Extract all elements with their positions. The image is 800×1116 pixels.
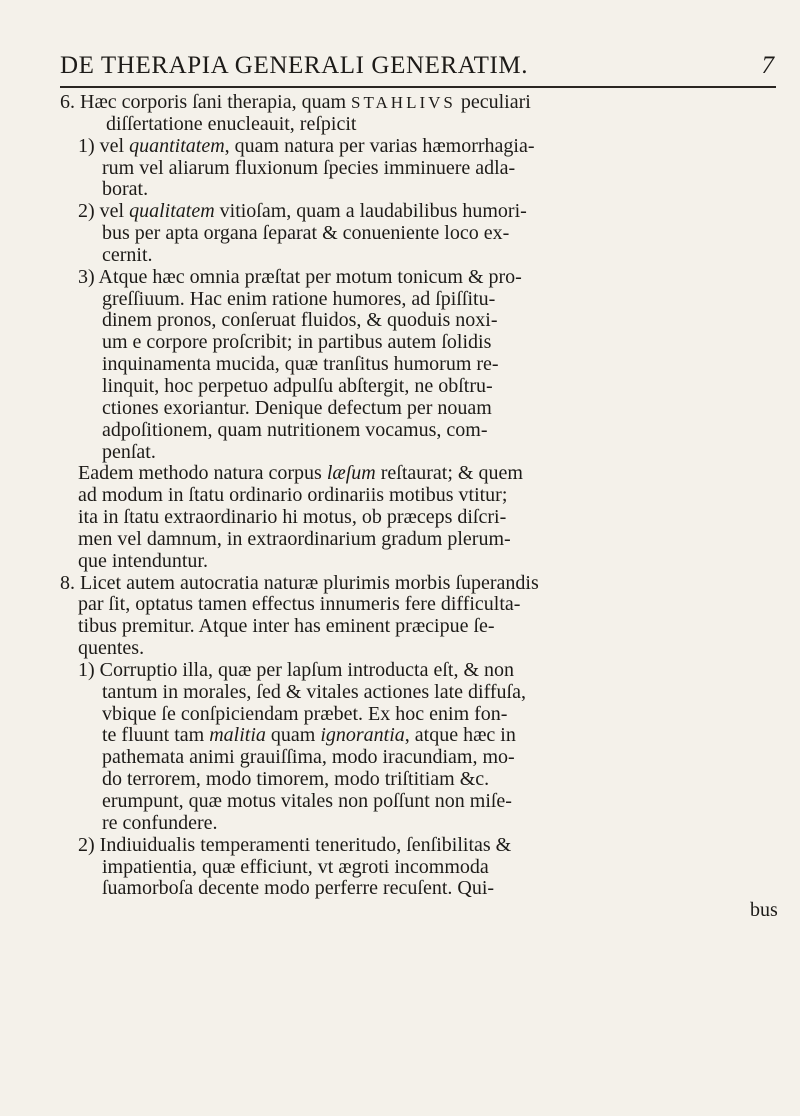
text-segment: bus	[750, 899, 778, 922]
text-line	[58, 420, 780, 442]
text-segment: inquinamenta mucida, quæ tranſitus humorum re-	[102, 353, 499, 376]
text-segment: 6. Hæc corporis ſani therapia, quam	[60, 91, 352, 113]
text-line	[58, 594, 780, 616]
text-line	[58, 769, 780, 791]
italic-term: qualitatem	[129, 200, 215, 223]
text-segment: vitioſam, quam a laudabilibus humori-	[214, 200, 527, 223]
text-segment: ſuamorboſa decente modo perferre recuſent. Qui-	[102, 877, 495, 900]
text-line	[58, 747, 780, 769]
text-segment: linquit, hoc perpetuo adpulſu abſtergit, ne obſtru-	[102, 374, 493, 397]
text-segment: impatientia, quæ efficiunt, vt ægroti incommoda	[102, 855, 489, 878]
text-segment: borat.	[102, 178, 149, 201]
header-rule	[60, 86, 776, 88]
text-segment: quentes.	[78, 637, 145, 660]
text-segment: , quam natura per varias hæmorrhagia-	[224, 134, 535, 157]
text-line	[58, 813, 780, 835]
text-line	[58, 398, 780, 420]
text-line	[58, 310, 780, 332]
text-segment: reſtaurat; & quem	[375, 462, 523, 485]
text-segment: tantum in morales, ſed & vitales actiones late diffuſa,	[102, 680, 526, 703]
text-segment: ad modum in ſtatu ordinario ordinariis motibus vtitur;	[78, 484, 508, 507]
text-line	[58, 725, 780, 747]
italic-term: malitia	[209, 724, 266, 747]
text-segment: que intenduntur.	[78, 549, 208, 572]
text-segment: , atque hæc in	[404, 724, 516, 747]
text-line	[58, 158, 780, 180]
text-line	[58, 529, 780, 551]
text-segment: rum vel aliarum fluxionum ſpecies imminuere adla-	[102, 156, 516, 179]
text-segment: peculiari	[455, 91, 531, 113]
text-segment: adpoſitionem, quam nutritionem vocamus, com-	[102, 418, 488, 441]
italic-term: quantitatem	[129, 134, 225, 157]
text-segment: Eadem methodo natura corpus	[78, 462, 327, 485]
text-line	[58, 551, 780, 573]
text-line	[58, 442, 780, 464]
text-line	[58, 114, 780, 136]
text-line	[58, 638, 780, 660]
text-line	[58, 507, 780, 529]
running-header	[60, 52, 776, 82]
text-line	[58, 354, 780, 376]
text-segment: erumpunt, quæ motus vitales non poſſunt non miſe-	[102, 790, 512, 812]
text-segment: tibus premitur. Atque inter has eminent præcipue ſe-	[78, 615, 495, 638]
text-segment: 2) Indiuidualis temperamenti teneritudo, ſenſibilitas &	[78, 833, 512, 856]
text-line	[58, 289, 780, 311]
text-line	[58, 878, 780, 900]
text-line	[58, 92, 780, 114]
text-line	[58, 376, 780, 398]
text-line	[58, 223, 780, 245]
text-segment: do terrorem, modo timorem, modo triſtitiam &c.	[102, 768, 490, 791]
text-line	[58, 857, 780, 879]
text-segment: um e corpore proſcribit; in partibus autem ſolidis	[102, 331, 492, 354]
italic-term: læſum	[326, 462, 376, 485]
text-segment: diſſertatione enucleauit, reſpicit	[106, 112, 357, 135]
text-line	[58, 245, 780, 267]
text-segment: 1) vel	[78, 134, 130, 157]
text-line	[58, 332, 780, 354]
text-segment: 1) Corruptio illa, quæ per lapſum introducta eſt, & non	[78, 658, 515, 681]
text-line	[58, 136, 780, 158]
text-segment: greſſiuum. Hac enim ratione humores, ad ſpiſſitu-	[102, 287, 496, 310]
body-text	[58, 92, 780, 922]
text-segment: 3) Atque hæc omnia præſtat per motum tonicum & pro-	[78, 265, 522, 288]
header-title: DE THERAPIA GENERALI GENERATIM.	[60, 52, 529, 79]
text-line	[58, 900, 780, 922]
text-segment: ctiones exoriantur. Denique defectum per nouam	[102, 396, 492, 419]
text-segment: penſat.	[102, 440, 156, 463]
text-line	[58, 704, 780, 726]
italic-term: ignorantia	[320, 724, 405, 747]
page-number: 7	[761, 52, 774, 79]
author-name: STAHLIVS	[351, 93, 456, 112]
text-segment: 2) vel	[78, 200, 130, 223]
text-segment: vbique ſe conſpiciendam præbet. Ex hoc enim fon-	[102, 702, 508, 725]
text-segment: dinem pronos, conſeruat fluidos, & quoduis noxi-	[102, 309, 498, 332]
text-line	[58, 835, 780, 857]
text-segment: men vel damnum, in extraordinarium gradum plerum-	[78, 527, 511, 550]
text-line	[58, 485, 780, 507]
text-segment: ita in ſtatu extraordinario hi motus, ob præceps diſcri-	[78, 506, 507, 529]
text-line	[58, 179, 780, 201]
text-line	[58, 660, 780, 682]
text-segment: bus per apta organa ſeparat & conueniente loco ex-	[102, 222, 510, 245]
text-line	[58, 267, 780, 289]
text-segment: te fluunt tam	[102, 724, 210, 747]
text-segment: cernit.	[102, 243, 153, 266]
text-segment: quam	[265, 724, 321, 747]
text-line	[58, 573, 780, 595]
text-line	[58, 682, 780, 704]
text-line	[58, 616, 780, 638]
text-line	[58, 463, 780, 485]
text-segment: par ſit, optatus tamen effectus innumeris fere difficulta-	[78, 593, 521, 616]
text-segment: re confundere.	[102, 811, 218, 834]
text-line	[58, 201, 780, 223]
text-line	[58, 791, 780, 813]
text-segment: pathemata animi grauiſſima, modo iracundiam, mo-	[102, 746, 515, 769]
text-segment: 8. Licet autem autocratia naturæ plurimis morbis ſuperandis	[60, 571, 539, 594]
